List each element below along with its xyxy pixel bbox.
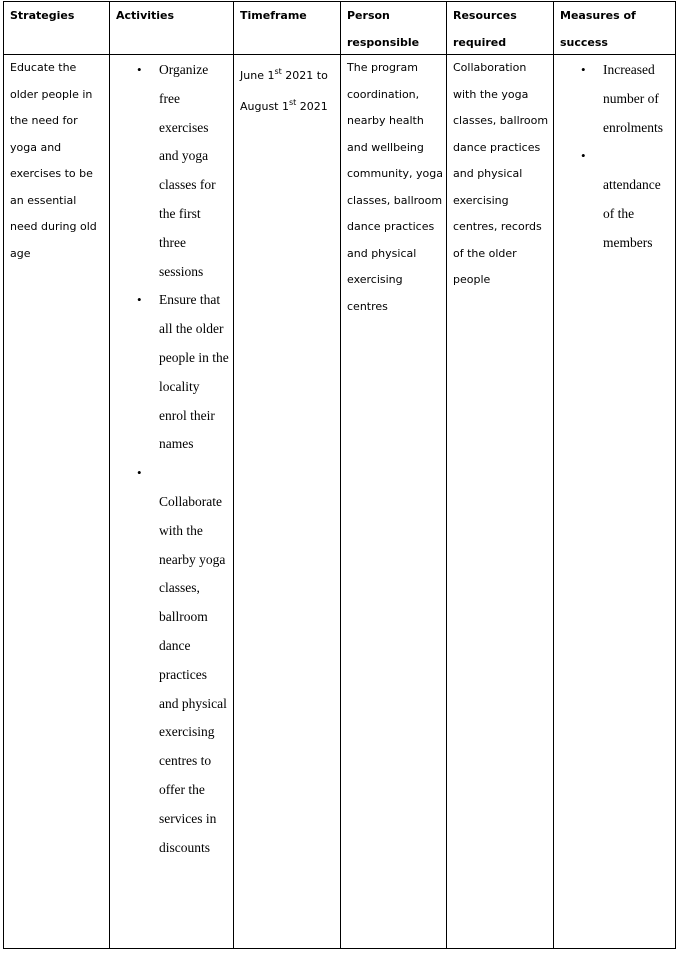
cell-person-responsible: The program coordination, nearby health and wellbeing community, yoga classes, ballroom dance practices and physical exercising centres [347, 61, 443, 313]
cell-activities [137, 56, 229, 862]
column-divider [553, 2, 554, 948]
plan-table [3, 1, 676, 949]
cell-timeframe [240, 60, 338, 122]
activity-text: Ensure that all the older people in the locality enrol their names [159, 292, 229, 452]
measure-text: Increased number of enrolments [603, 62, 663, 135]
measures-list [581, 56, 675, 258]
header-resources-required: Resources required [453, 9, 517, 49]
column-divider [340, 2, 341, 948]
list-item [581, 142, 675, 257]
header-timeframe: Timeframe [240, 9, 307, 22]
bullet-icon: • [137, 292, 142, 308]
list-item [137, 286, 229, 459]
activities-list [137, 56, 229, 862]
bullet-icon: • [581, 62, 586, 77]
list-item [137, 56, 229, 286]
header-person-responsible: Person responsible [347, 9, 420, 49]
column-divider [233, 2, 234, 948]
bullet-icon: • [581, 148, 586, 164]
list-item [137, 459, 229, 862]
bullet-icon: • [137, 62, 142, 77]
list-item [581, 56, 675, 142]
cell-measures-of-success [581, 56, 675, 258]
header-measures-of-success: Measures of success [560, 9, 636, 49]
header-activities: Activities [116, 9, 175, 22]
activity-text: Organize free exercises and yoga classes for the first three sessions [159, 62, 216, 279]
cell-strategies: Educate the older people in the need for yoga and exercises to be an essential need during old age [10, 61, 97, 260]
timeframe-end: August 1st 2021 [240, 98, 328, 113]
bullet-icon: • [137, 465, 142, 481]
cell-resources-required: Collaboration with the yoga classes, ballroom dance practices and physical exercising centres, records of the older people [453, 61, 549, 286]
column-divider [109, 2, 110, 948]
header-strategies: Strategies [10, 9, 75, 22]
measure-text: attendance of the members [603, 177, 661, 250]
column-divider [446, 2, 447, 948]
activity-text: Collaborate with the nearby yoga classes, ballroom dance practices and physical exercising centres to offer the services in discounts [159, 493, 227, 855]
timeframe-start: June 1st 2021 to [240, 67, 328, 82]
